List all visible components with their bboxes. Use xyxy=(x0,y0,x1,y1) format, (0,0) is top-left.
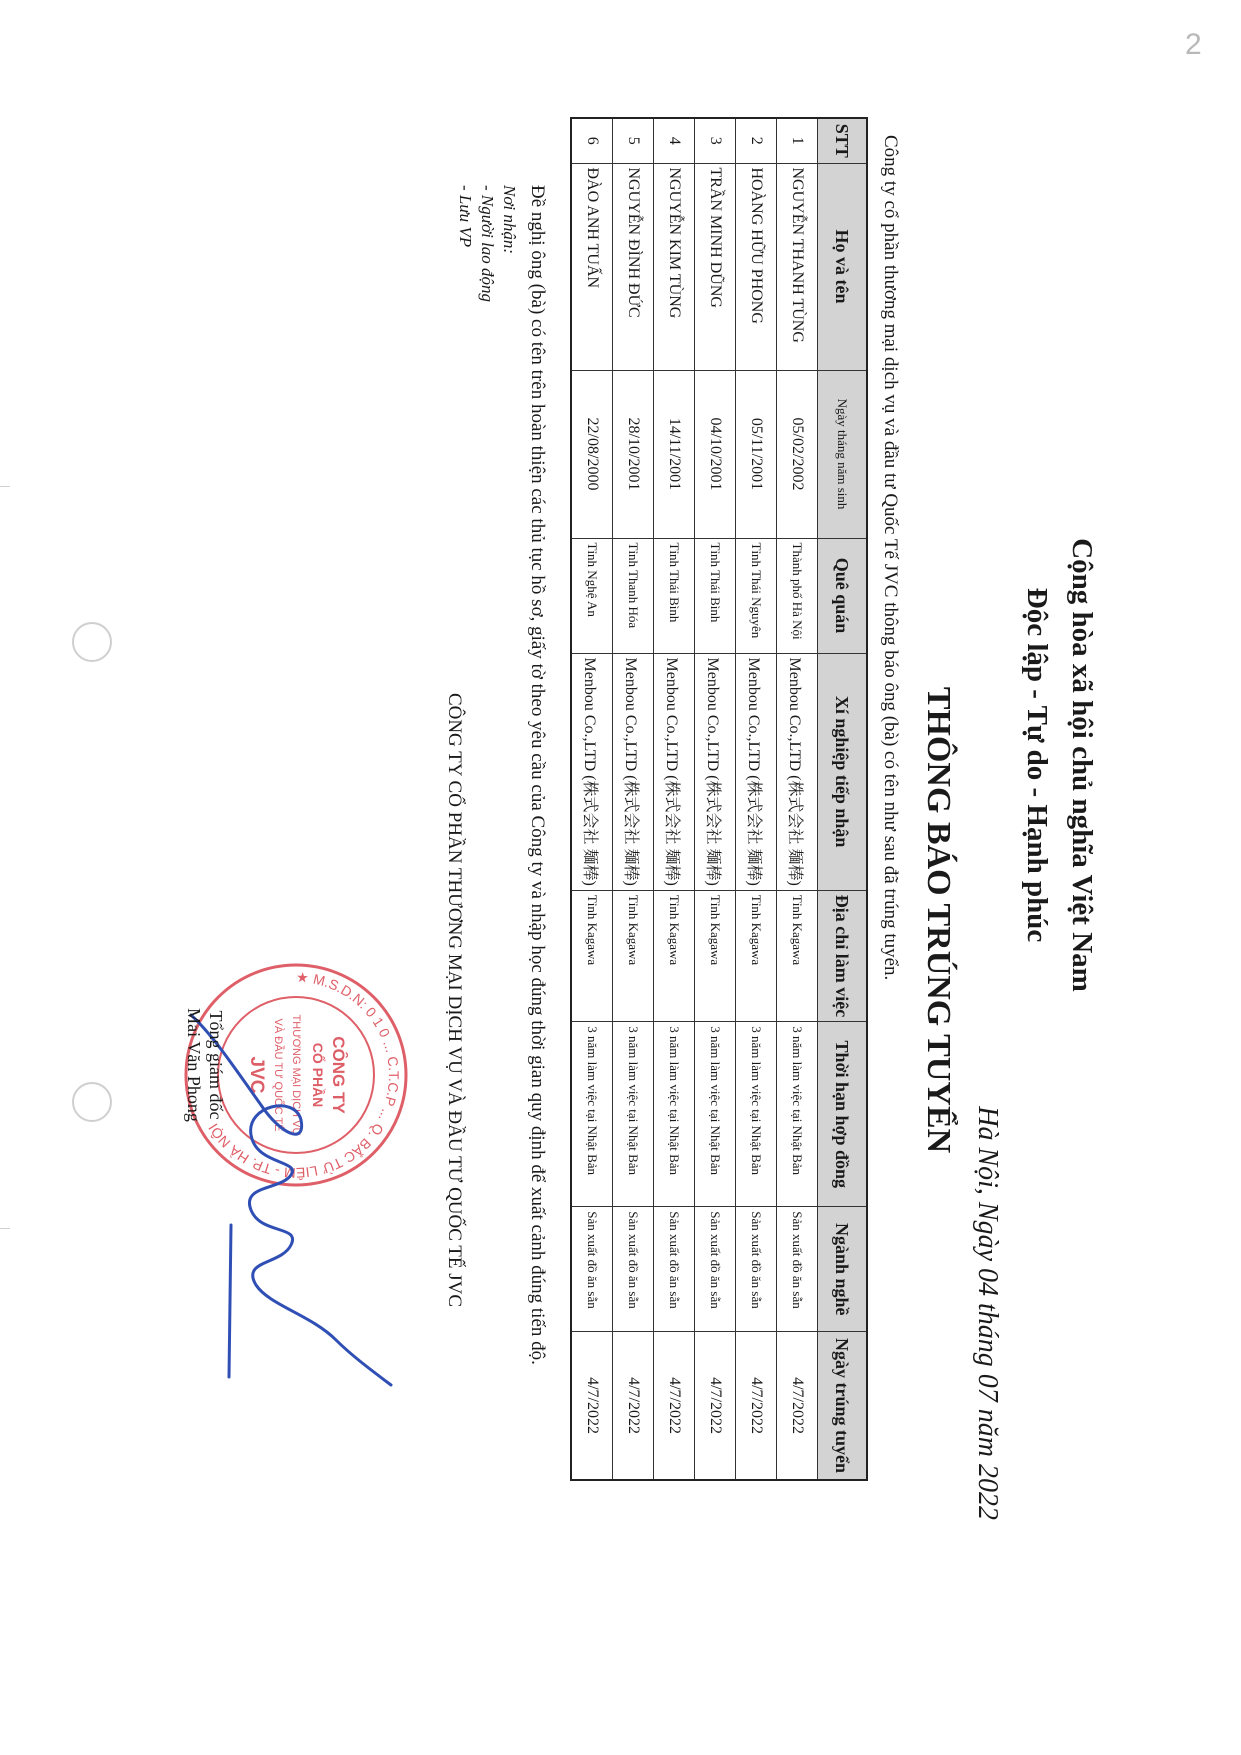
table-cell: HOÀNG HỮU PHONG xyxy=(736,163,777,370)
table-cell: Menbou Co.,LTD (株式会社 麺棒) xyxy=(571,653,613,890)
table-cell: Sản xuất đồ ăn sẵn xyxy=(613,1207,654,1332)
table-cell: Tỉnh Kagawa xyxy=(571,890,613,1021)
column-header: Họ và tên xyxy=(818,163,868,370)
table-row xyxy=(695,118,736,1480)
table-cell: NGUYỄN ĐÌNH ĐỨC xyxy=(613,163,654,370)
candidates-table-wrap xyxy=(570,117,868,1481)
table-cell: 4/7/2022 xyxy=(777,1332,818,1480)
table-cell: 4/7/2022 xyxy=(571,1332,613,1480)
table-cell: Menbou Co.,LTD (株式会社 麺棒) xyxy=(654,653,695,890)
table-row xyxy=(613,118,654,1480)
table-cell: Tỉnh Kagawa xyxy=(736,890,777,1021)
table-cell: 04/10/2001 xyxy=(695,370,736,538)
table-cell: 05/02/2002 xyxy=(777,370,818,538)
table-cell: 3 năm làm việc tại Nhật Bản xyxy=(736,1022,777,1207)
table-cell: 5 xyxy=(613,118,654,163)
company-name: CÔNG TY CỔ PHẦN THƯƠNG MẠI DỊCH VỤ VÀ ĐẦU TƯ QUỐC TẾ JVC xyxy=(444,692,465,1308)
date-line: Hà Nội, Ngày 04 tháng 07 năm 2022 xyxy=(972,1106,1003,1520)
table-cell: 3 năm làm việc tại Nhật Bản xyxy=(777,1022,818,1207)
table-cell: 2 xyxy=(736,118,777,163)
stamp-line: JVC xyxy=(246,1056,267,1094)
table-cell: 4 xyxy=(654,118,695,163)
table-cell: 4/7/2022 xyxy=(613,1332,654,1480)
table-cell: 3 năm làm việc tại Nhật Bản xyxy=(654,1022,695,1207)
stamp-line: THƯƠNG MẠI DỊCH VỤ xyxy=(290,1014,302,1136)
column-header: Thời hạn hợp đồng xyxy=(818,1022,868,1207)
table-row xyxy=(654,118,695,1480)
table-cell: 3 năm làm việc tại Nhật Bản xyxy=(695,1022,736,1207)
table-cell: 6 xyxy=(571,118,613,163)
table-cell: Sản xuất đồ ăn sẵn xyxy=(777,1207,818,1332)
table-cell: Menbou Co.,LTD (株式会社 麺棒) xyxy=(777,653,818,890)
stamp-line: VÀ ĐẦU TƯ QUỐC TẾ xyxy=(272,1018,284,1132)
table-cell: Tỉnh Kagawa xyxy=(777,890,818,1021)
column-header: STT xyxy=(818,118,868,163)
column-header: Ngày tháng năm sinh xyxy=(818,370,868,538)
signer-name: Mai Văn Phong xyxy=(184,1008,204,1122)
table-cell: Sản xuất đồ ăn sẵn xyxy=(571,1207,613,1332)
table-cell: 4/7/2022 xyxy=(695,1332,736,1480)
table-cell: Sản xuất đồ ăn sẵn xyxy=(736,1207,777,1332)
table-cell: Tỉnh Kagawa xyxy=(695,890,736,1021)
table-cell: Sản xuất đồ ăn sẵn xyxy=(695,1207,736,1332)
intro-text: Công ty cổ phần thương mại dịch vụ và đầu tư Quốc Tế JVC thông báo ông (bà) có tên như sau đã trúng tuyển. xyxy=(880,135,901,981)
table-cell: Thành phố Hà Nội xyxy=(777,538,818,653)
recipient-item: - Người lao động xyxy=(478,185,497,303)
table-cell: Tỉnh Kagawa xyxy=(654,890,695,1021)
table-row xyxy=(571,118,613,1480)
table-cell: 4/7/2022 xyxy=(654,1332,695,1480)
signer-title: Tổng giám đốc xyxy=(206,1010,226,1120)
table-cell: Menbou Co.,LTD (株式会社 麺棒) xyxy=(695,653,736,890)
table-cell: Menbou Co.,LTD (株式会社 麺棒) xyxy=(736,653,777,890)
table-cell: Tỉnh Thái Bình xyxy=(654,538,695,653)
document-title: THÔNG BÁO TRÚNG TUYỂN xyxy=(920,686,957,1154)
stamp-line: CỔ PHẦN xyxy=(310,1042,326,1108)
table-cell: Tỉnh Kagawa xyxy=(613,890,654,1021)
column-header: Quê quán xyxy=(818,538,868,653)
recipients-title: Nơi nhận: xyxy=(500,185,519,255)
table-cell: 22/08/2000 xyxy=(571,370,613,538)
recipient-item: - Lưu VP xyxy=(456,185,475,248)
candidates-table xyxy=(570,117,868,1481)
column-header: Xí nghiệp tiếp nhận xyxy=(818,653,868,890)
table-cell: 1 xyxy=(777,118,818,163)
table-cell: NGUYỄN THANH TÙNG xyxy=(777,163,818,370)
table-header-row xyxy=(818,118,868,1480)
table-cell: ĐÀO ANH TUẤN xyxy=(571,163,613,370)
table-cell: 3 năm làm việc tại Nhật Bản xyxy=(613,1022,654,1207)
table-cell: Tỉnh Nghệ An xyxy=(571,538,613,653)
table-cell: 4/7/2022 xyxy=(736,1332,777,1480)
column-header: Ngành nghề xyxy=(818,1207,868,1332)
table-cell: TRẦN MINH DŨNG xyxy=(695,163,736,370)
table-cell: 3 năm làm việc tại Nhật Bản xyxy=(571,1022,613,1207)
table-cell: 05/11/2001 xyxy=(736,370,777,538)
table-cell: Sản xuất đồ ăn sẵn xyxy=(654,1207,695,1332)
page-number: 2 xyxy=(1185,28,1202,61)
table-cell: Tỉnh Thanh Hóa xyxy=(613,538,654,653)
table-row xyxy=(736,118,777,1480)
stamp-line: CÔNG TY xyxy=(329,1036,348,1114)
motto-header: Độc lập - Tự do - Hạnh phúc xyxy=(1021,587,1053,943)
table-cell: Tỉnh Thái Bình xyxy=(695,538,736,653)
column-header: Ngày trúng tuyển xyxy=(818,1332,868,1480)
table-cell: Menbou Co.,LTD (株式会社 麺棒) xyxy=(613,653,654,890)
table-cell: 14/11/2001 xyxy=(654,370,695,538)
table-cell: Tỉnh Thái Nguyên xyxy=(736,538,777,653)
table-cell: NGUYỄN KIM TÙNG xyxy=(654,163,695,370)
footer-note: Đề nghị ông (bà) có tên trên hoàn thiện các thủ tục hồ sơ, giấy tờ theo yêu cầu của Công ty và nhập học đúng thời gian quy định để xuất cảnh đúng tiến độ. xyxy=(527,185,548,1365)
column-header: Địa chỉ làm việc xyxy=(818,890,868,1021)
country-header: Cộng hòa xã hội chủ nghĩa Việt Nam xyxy=(1066,538,1098,992)
table-cell: 3 xyxy=(695,118,736,163)
stamp-outer-text: ★ M.S.D.N: 0 1 0 ... C.T.C.P ... Q. BẮC TỪ LIÊM - TP. HÀ NỘI xyxy=(204,968,403,1182)
table-row xyxy=(777,118,818,1480)
table-cell: 28/10/2001 xyxy=(613,370,654,538)
